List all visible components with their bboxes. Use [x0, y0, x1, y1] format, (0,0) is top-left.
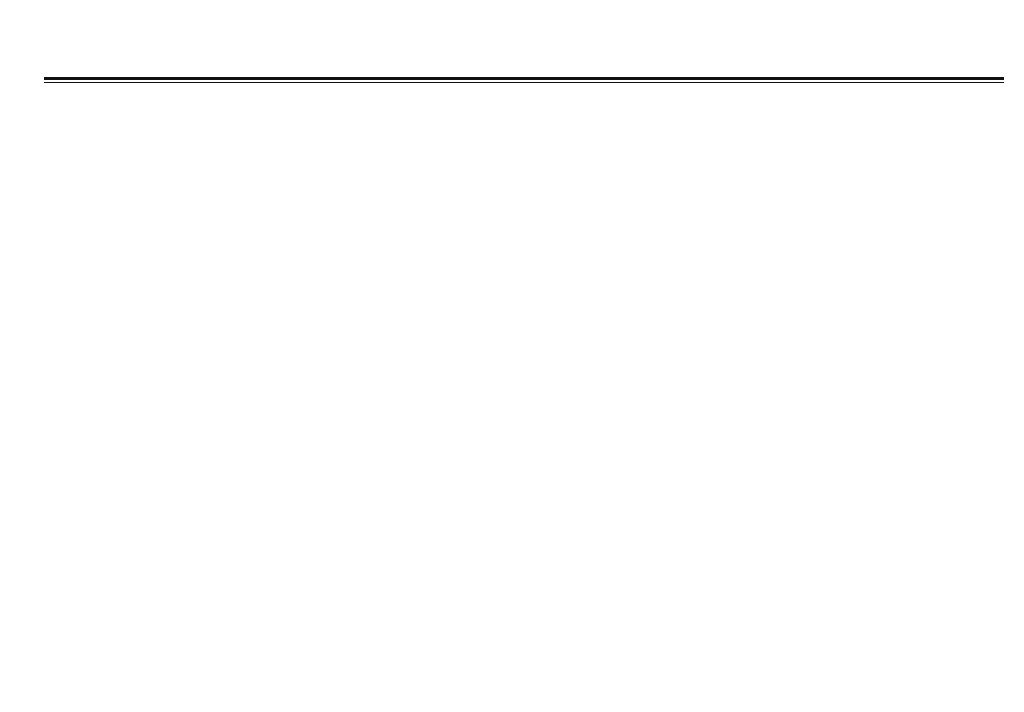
- newsletter-title: [380, 40, 630, 74]
- header-rule-thin: [44, 82, 1004, 83]
- article-top-column: [50, 108, 996, 370]
- issue-info: [984, 40, 998, 74]
- header-rule: [44, 77, 1004, 80]
- article-bottom-column: [50, 414, 996, 696]
